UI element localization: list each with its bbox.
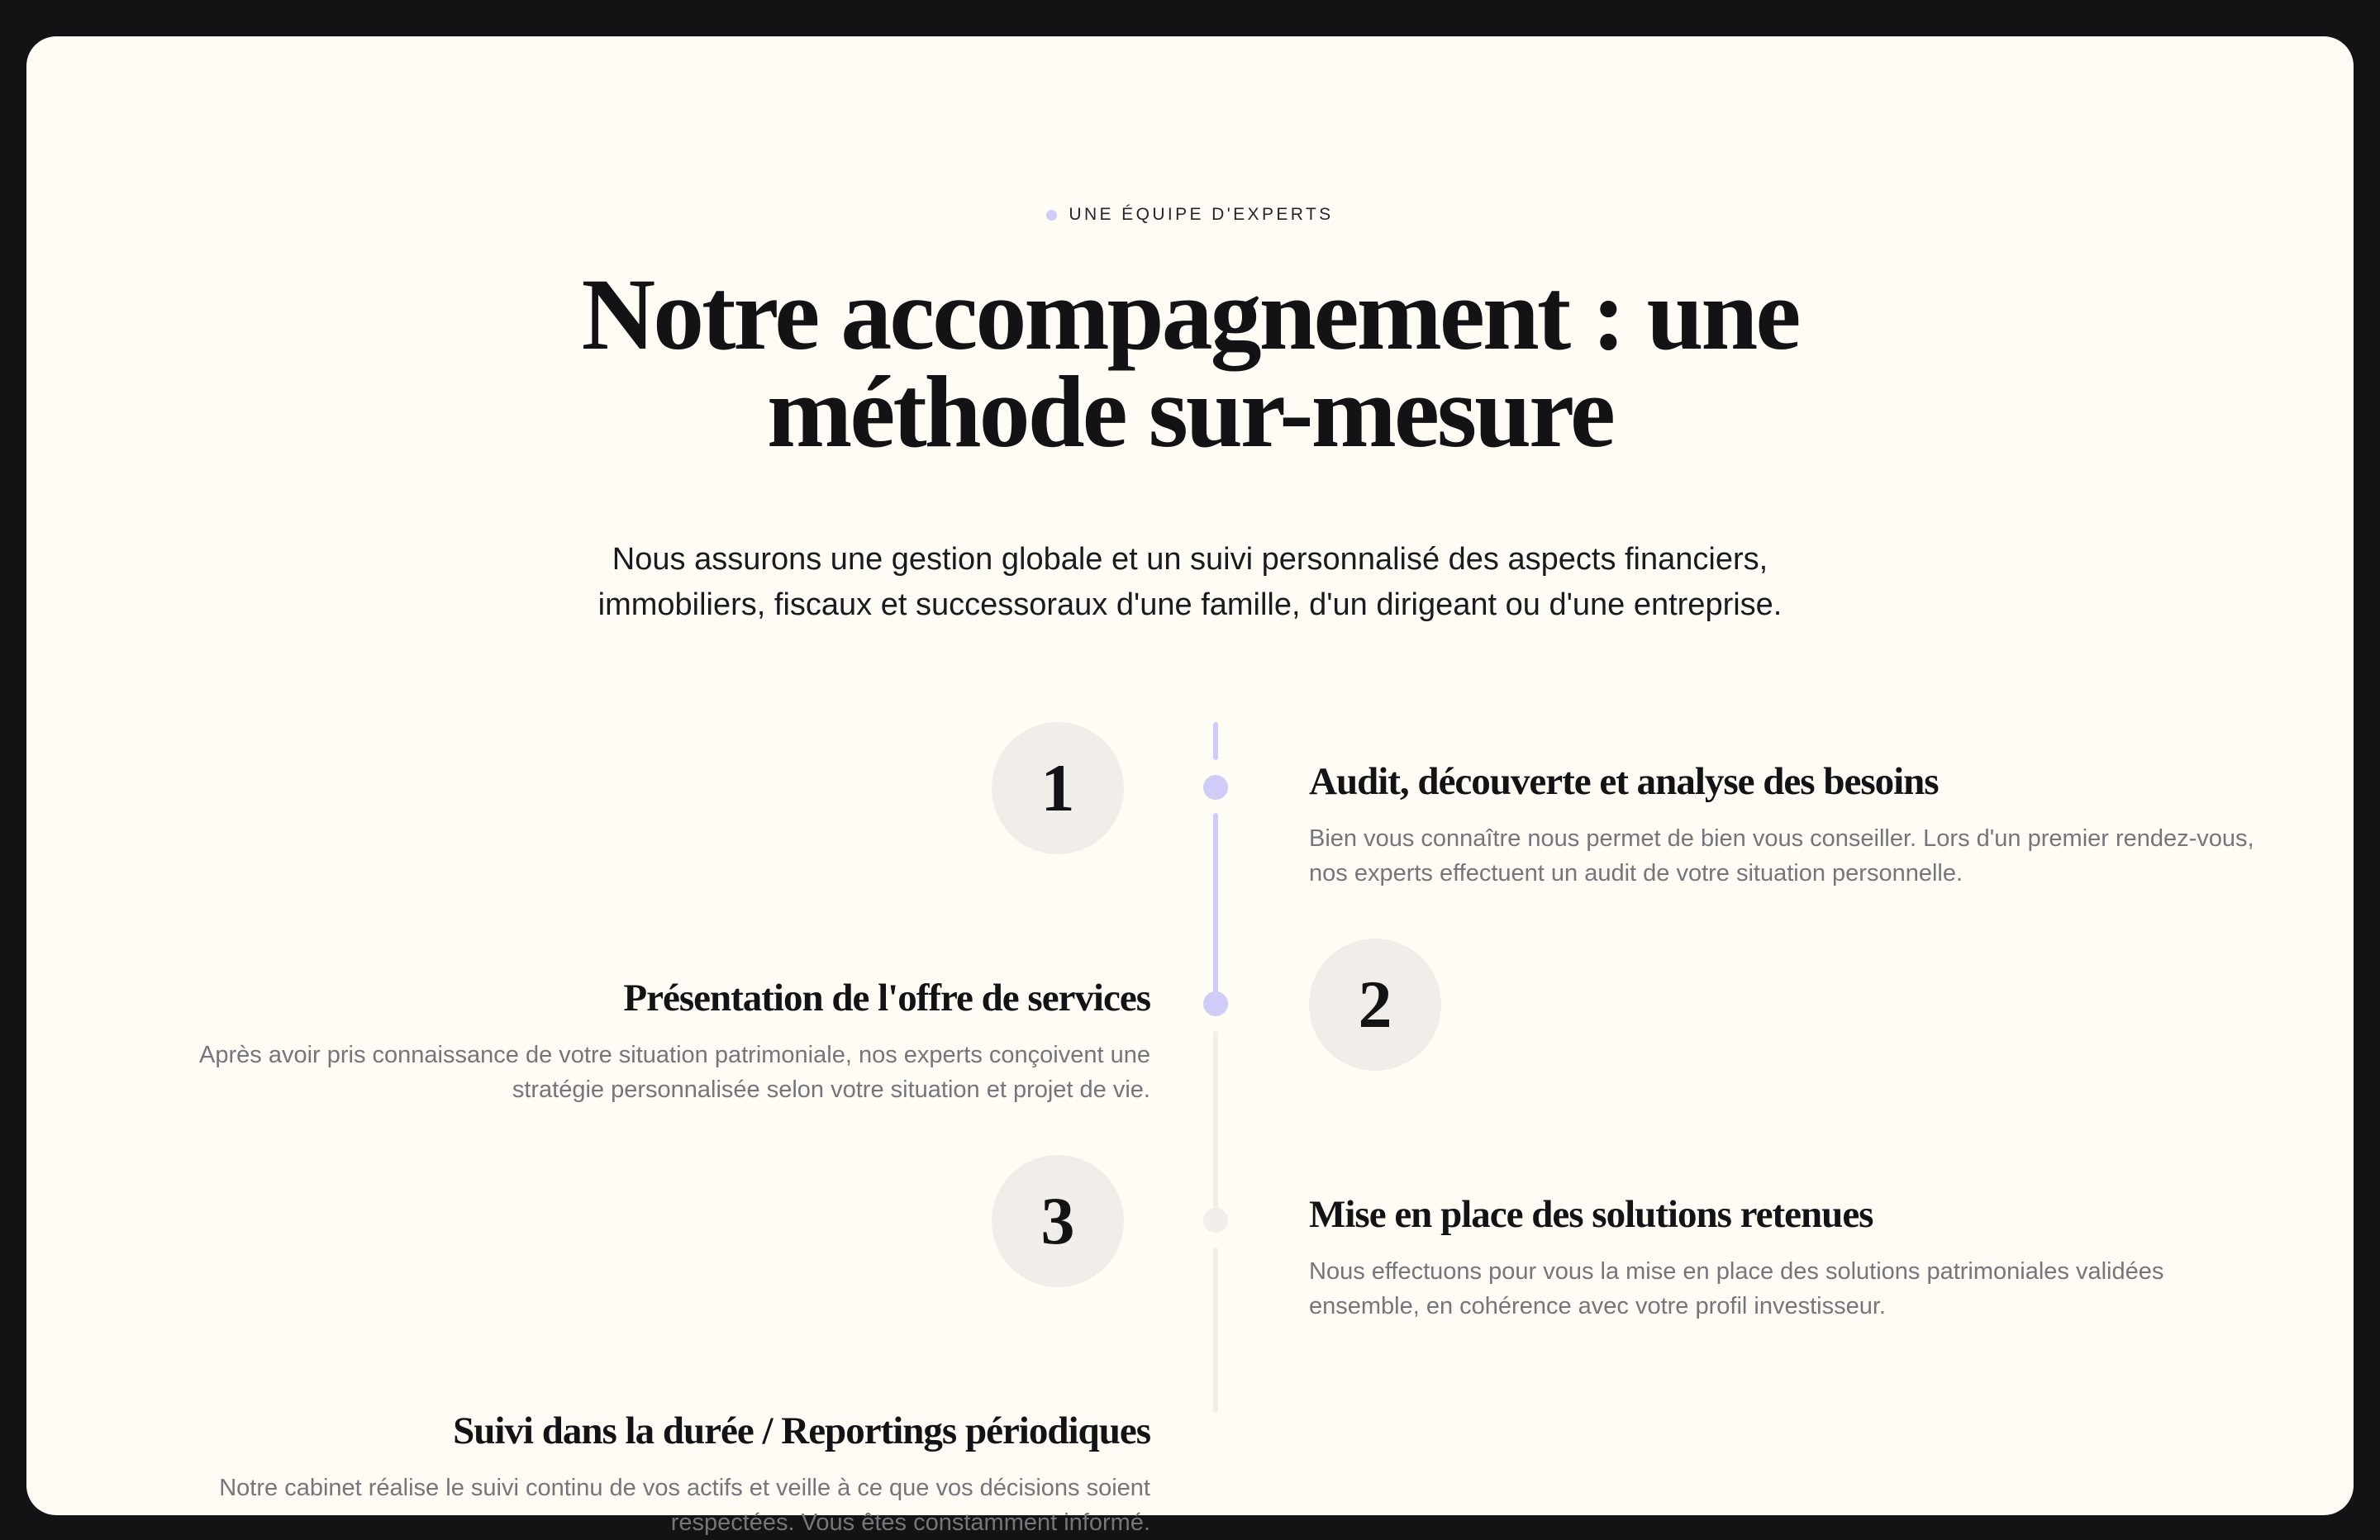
step-description-1-line-1: Bien vous connaître nous permet de bien vous conseiller. Lors d'un premier rendez-vous,	[1309, 825, 2254, 852]
page-title	[26, 258, 2354, 468]
timeline-segment-1	[1213, 722, 1218, 760]
step-number-3: 3	[992, 1155, 1124, 1287]
step-description-3	[1309, 1254, 2163, 1324]
step-number-1: 1	[992, 722, 1124, 854]
step-description-3-line-2: ensemble, en cohérence avec votre profil investisseur.	[1309, 1293, 1886, 1319]
process-section	[26, 36, 2354, 1536]
timeline-dot-1	[1203, 775, 1228, 800]
intro-line-1: Nous assurons une gestion globale et un suivi personnalisé des aspects financiers,	[612, 542, 1768, 577]
page-title-line-2: méthode sur-mesure	[767, 355, 1613, 468]
timeline-segment-4	[1213, 1248, 1218, 1413]
step-number-2: 2	[1309, 939, 1441, 1071]
timeline-segment-2	[1213, 813, 1218, 1011]
eyebrow-dot-icon	[1046, 210, 1057, 221]
step-description-2	[199, 1038, 1150, 1107]
timeline-segment-3	[1213, 1031, 1218, 1226]
eyebrow	[26, 205, 2354, 225]
step-description-1-line-2: nos experts effectuent un audit de votre situation personnelle.	[1309, 860, 1963, 886]
step-title-4: Suivi dans la durée / Reportings périodiques	[453, 1409, 1150, 1452]
page-title-line-1: Notre accompagnement : une	[581, 258, 1799, 371]
step-description-4	[219, 1471, 1150, 1540]
step-description-4-line-2: respectées. Vous êtes constamment informé.	[670, 1509, 1150, 1536]
step-description-4-line-1: Notre cabinet réalise le suivi continu de vos actifs et veille à ce que vos décisions soient	[219, 1475, 1150, 1501]
step-description-2-line-2: stratégie personnalisée selon votre situation et projet de vie.	[512, 1077, 1150, 1103]
step-description-2-line-1: Après avoir pris connaissance de votre situation patrimoniale, nos experts conçoivent une	[199, 1042, 1150, 1068]
timeline-dot-2	[1203, 991, 1228, 1016]
intro-text	[26, 537, 2354, 628]
step-title-2: Présentation de l'offre de services	[623, 977, 1150, 1020]
step-description-1	[1309, 821, 2254, 891]
step-title-3: Mise en place des solutions retenues	[1309, 1193, 1873, 1236]
intro-line-2: immobiliers, fiscaux et successoraux d'une famille, d'un dirigeant ou d'une entreprise.	[597, 587, 1783, 622]
step-description-3-line-1: Nous effectuons pour vous la mise en place des solutions patrimoniales validées	[1309, 1258, 2164, 1285]
step-title-1: Audit, découverte et analyse des besoins	[1309, 760, 1939, 803]
timeline-dot-3	[1203, 1208, 1228, 1233]
eyebrow-label: UNE ÉQUIPE D'EXPERTS	[1069, 205, 1334, 224]
